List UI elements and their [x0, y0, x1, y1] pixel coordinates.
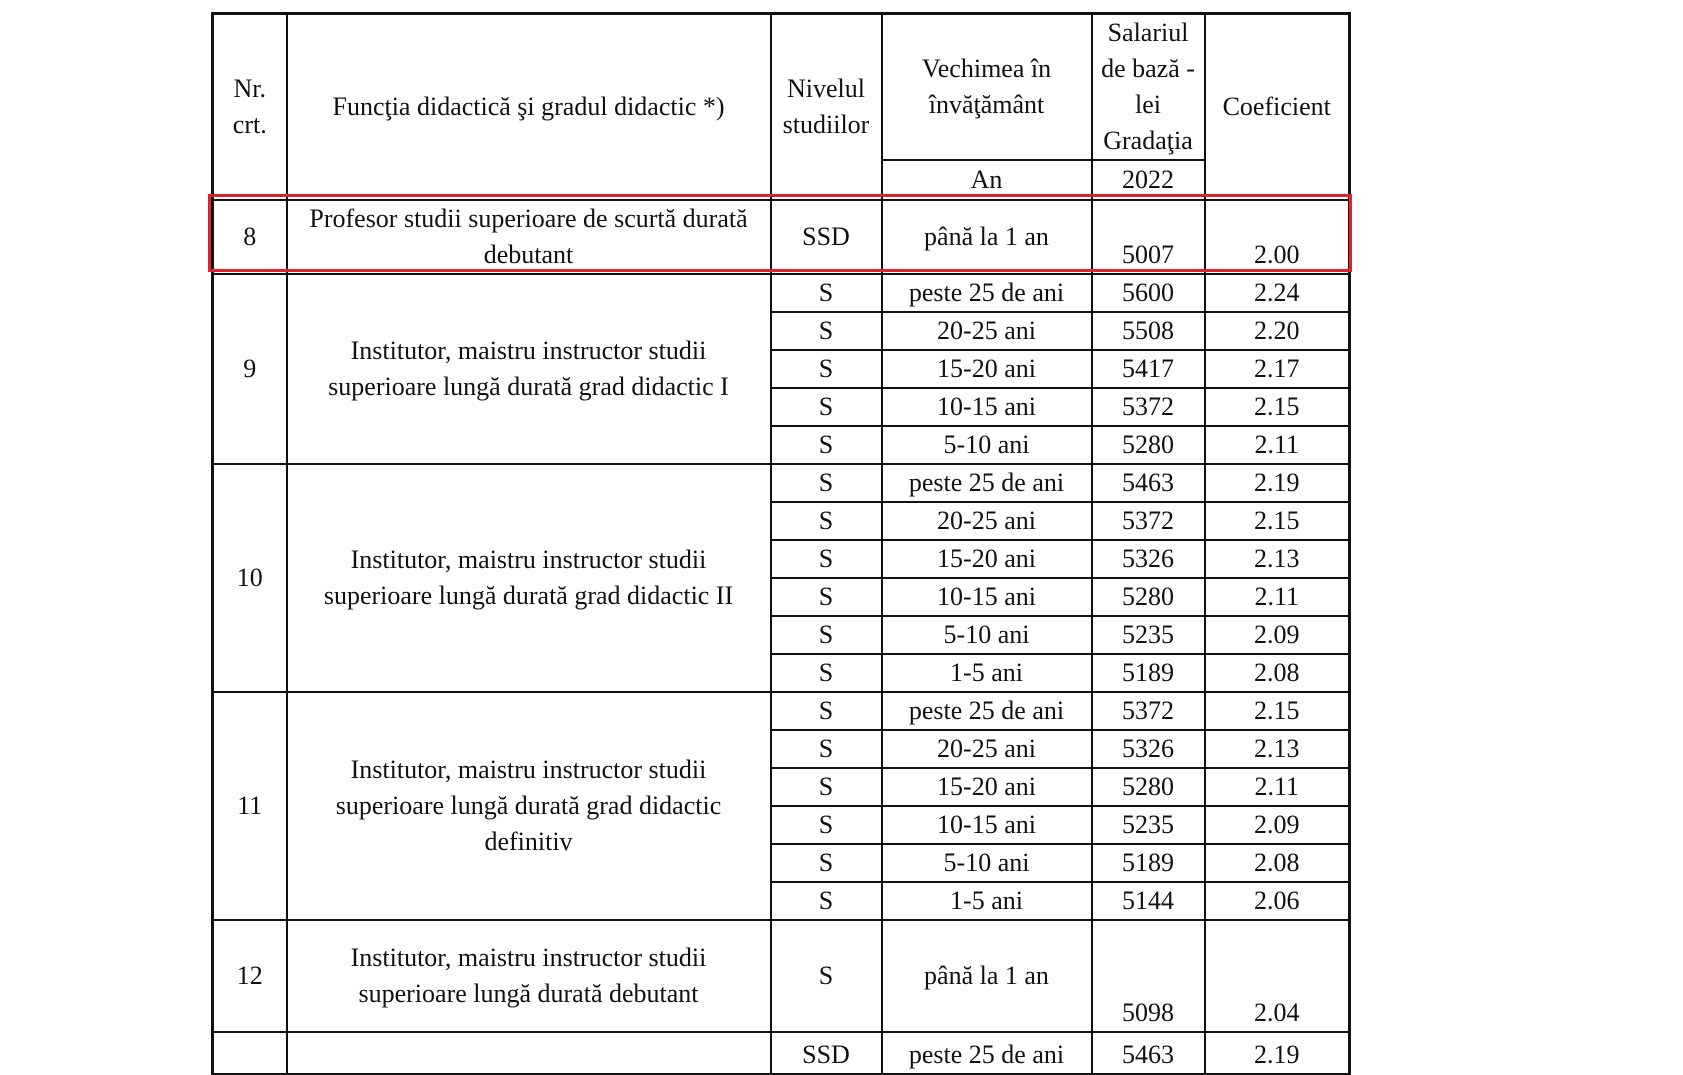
row-nivel: SSD: [771, 200, 882, 274]
row-vechime: 1-5 ani: [882, 654, 1092, 692]
row-coeficient: 2.04: [1205, 920, 1350, 1032]
row-salariu: 5098: [1092, 920, 1205, 1032]
row-functia: Institutor, maistru instructor studii superioare lungă durată grad didactic I: [287, 274, 771, 464]
row-coeficient: 2.00: [1205, 200, 1350, 274]
row-nivel: S: [771, 426, 882, 464]
row-nr: 10: [213, 464, 287, 692]
header-an: An: [882, 160, 1092, 200]
row-nivel: S: [771, 616, 882, 654]
row-vechime: 20-25 ani: [882, 730, 1092, 768]
row-salariu: 5235: [1092, 806, 1205, 844]
row-vechime: până la 1 an: [882, 920, 1092, 1032]
row-nr: 9: [213, 274, 287, 464]
header-nr-crt: Nr. crt.: [213, 14, 287, 201]
row-salariu: 5189: [1092, 844, 1205, 882]
row-nr: 8: [213, 200, 287, 274]
row-vechime: 10-15 ani: [882, 388, 1092, 426]
row-coeficient: 2.19: [1205, 464, 1350, 502]
row-salariu: 5508: [1092, 312, 1205, 350]
table-row: [213, 274, 1350, 312]
header-functia: Funcţia didactică şi gradul didactic *): [287, 14, 771, 201]
row-nivel: S: [771, 920, 882, 1032]
row-nr: 11: [213, 692, 287, 920]
row-coeficient: 2.06: [1205, 882, 1350, 920]
salary-table-container: [211, 12, 1348, 1069]
row-vechime: 10-15 ani: [882, 806, 1092, 844]
row-coeficient: 2.08: [1205, 654, 1350, 692]
row-vechime: peste 25 de ani: [882, 1032, 1092, 1074]
row-coeficient: 2.13: [1205, 540, 1350, 578]
row-functia: Institutor, maistru instructor studii superioare lungă durată grad didactic definitiv: [287, 692, 771, 920]
row-coeficient: 2.24: [1205, 274, 1350, 312]
header-salariul-de-baza: Salariul de bază - lei Gradaţia: [1092, 14, 1205, 161]
row-vechime: peste 25 de ani: [882, 464, 1092, 502]
row-nivel: S: [771, 540, 882, 578]
row-coeficient: 2.15: [1205, 388, 1350, 426]
row-salariu: 5372: [1092, 502, 1205, 540]
header-coeficient: Coeficient: [1205, 14, 1350, 201]
row-vechime: 1-5 ani: [882, 882, 1092, 920]
row-nivel: SSD: [771, 1032, 882, 1074]
row-coeficient: 2.09: [1205, 806, 1350, 844]
row-salariu: 5235: [1092, 616, 1205, 654]
row-salariu: 5280: [1092, 578, 1205, 616]
row-nivel: S: [771, 882, 882, 920]
row-vechime: 20-25 ani: [882, 312, 1092, 350]
row-coeficient: 2.15: [1205, 692, 1350, 730]
row-nr: [213, 1032, 287, 1074]
row-vechime: 5-10 ani: [882, 426, 1092, 464]
table-row: [213, 464, 1350, 502]
row-coeficient: 2.15: [1205, 502, 1350, 540]
row-functia: Profesor studii superioare de scurtă durată debutant: [287, 200, 771, 274]
row-coeficient: 2.20: [1205, 312, 1350, 350]
row-salariu: 5326: [1092, 730, 1205, 768]
row-salariu: 5007: [1092, 200, 1205, 274]
row-coeficient: 2.13: [1205, 730, 1350, 768]
row-coeficient: 2.11: [1205, 768, 1350, 806]
row-salariu: 5189: [1092, 654, 1205, 692]
row-nivel: S: [771, 654, 882, 692]
row-salariu: 5280: [1092, 426, 1205, 464]
row-functia: Institutor, maistru instructor studii superioare lungă durată debutant: [287, 920, 771, 1032]
row-nivel: S: [771, 844, 882, 882]
row-nivel: S: [771, 806, 882, 844]
row-vechime: 5-10 ani: [882, 844, 1092, 882]
header-year: 2022: [1092, 160, 1205, 200]
salary-table: [211, 12, 1351, 1075]
row-vechime: 15-20 ani: [882, 768, 1092, 806]
row-salariu: 5144: [1092, 882, 1205, 920]
row-nivel: S: [771, 502, 882, 540]
row-nivel: S: [771, 274, 882, 312]
row-nivel: S: [771, 350, 882, 388]
row-vechime: până la 1 an: [882, 200, 1092, 274]
row-nivel: S: [771, 768, 882, 806]
row-vechime: 10-15 ani: [882, 578, 1092, 616]
row-salariu: 5463: [1092, 1032, 1205, 1074]
row-coeficient: 2.19: [1205, 1032, 1350, 1074]
row-salariu: 5417: [1092, 350, 1205, 388]
row-coeficient: 2.09: [1205, 616, 1350, 654]
row-coeficient: 2.11: [1205, 578, 1350, 616]
row-vechime: 5-10 ani: [882, 616, 1092, 654]
header-row: [213, 14, 1350, 161]
header-nivelul-studiilor: Nivelul studiilor: [771, 14, 882, 201]
row-salariu: 5326: [1092, 540, 1205, 578]
row-nivel: S: [771, 578, 882, 616]
row-vechime: peste 25 de ani: [882, 692, 1092, 730]
row-nivel: S: [771, 312, 882, 350]
row-nivel: S: [771, 692, 882, 730]
row-functia: Institutor, maistru instructor studii superioare lungă durată grad didactic II: [287, 464, 771, 692]
row-salariu: 5372: [1092, 388, 1205, 426]
row-salariu: 5280: [1092, 768, 1205, 806]
table-row-12: [213, 920, 1350, 1032]
row-nr: 12: [213, 920, 287, 1032]
row-vechime: 15-20 ani: [882, 350, 1092, 388]
row-salariu: 5600: [1092, 274, 1205, 312]
row-coeficient: 2.08: [1205, 844, 1350, 882]
row-coeficient: 2.17: [1205, 350, 1350, 388]
row-vechime: peste 25 de ani: [882, 274, 1092, 312]
row-vechime: 15-20 ani: [882, 540, 1092, 578]
row-nivel: S: [771, 464, 882, 502]
table-row-partial: [213, 1032, 1350, 1074]
header-vechimea: Vechimea în învăţământ: [882, 14, 1092, 161]
row-nivel: S: [771, 388, 882, 426]
table-row-8: [213, 200, 1350, 274]
row-vechime: 20-25 ani: [882, 502, 1092, 540]
row-functia: [287, 1032, 771, 1074]
row-nivel: S: [771, 730, 882, 768]
row-salariu: 5372: [1092, 692, 1205, 730]
table-row: [213, 692, 1350, 730]
row-salariu: 5463: [1092, 464, 1205, 502]
row-coeficient: 2.11: [1205, 426, 1350, 464]
